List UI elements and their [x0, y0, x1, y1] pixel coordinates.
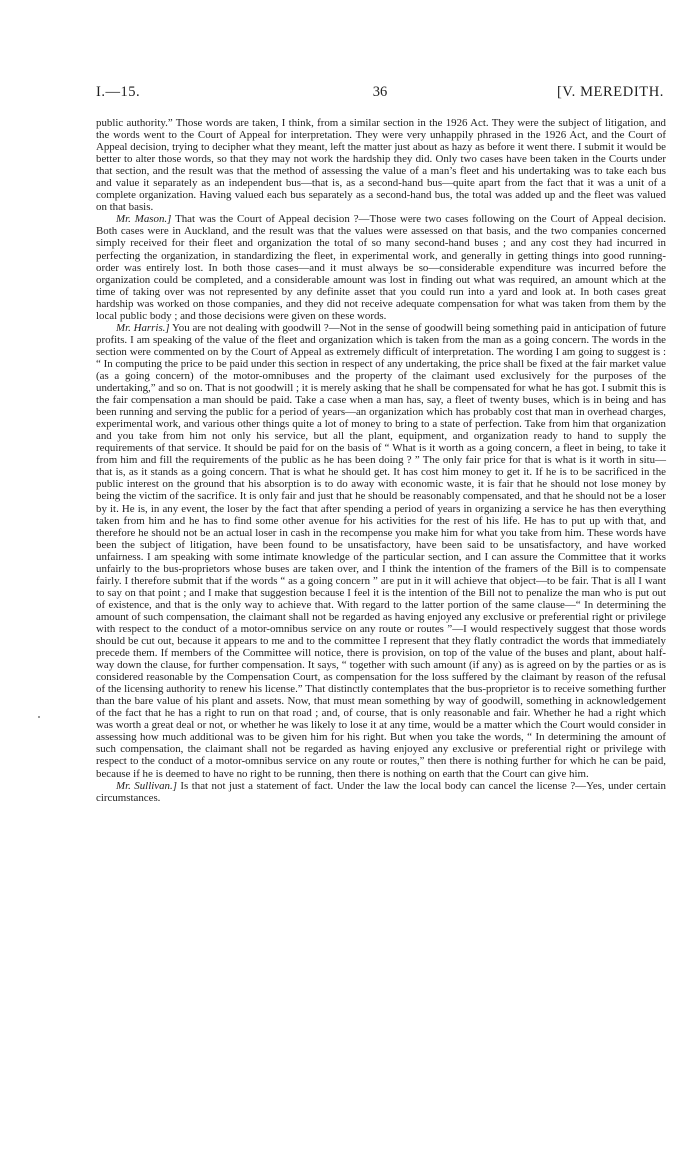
- page-header: [96, 84, 664, 104]
- paragraph-text: public authority.” Those words are taken, I think, from a similar section in the 1926 Act. They were the subject of litigation, and the words went to the Court of Appeal for interpretation. They were very unhappily phrased in the 1926 Act, and the Court of Appeal decision, trying to decipher what they meant, left the matter just about as hazy as before it went there. I submit it would be better to alter those words, so that they may not work the hardship they did. Only two cases have been taken in the Courts under that section, and the result was that the method of assessing the value of a man’s fleet and his undertaking was to take each bus and value it separately as an independent bus—that is, as a second-hand bus—quite apart from the fact that it was a unit of a complete organization. Having valued each bus separately as a second-hand bus, the total was added up and the fleet was valued on that basis.: [96, 117, 666, 214]
- paper-reference: I.—15.: [96, 84, 141, 100]
- paragraph: [96, 213, 666, 321]
- paragraph-text: That was the Court of Appeal decision ?—Those were two cases following on the Court of Appeal decision. Both cases were in Auckland, and the result was that the values were assessed on that basis, and the two companies concerned simply received for their fleet and organization the total of so many second-hand buses ; and any cost they had incurred in perfecting the organization, in standardizing the fleet, in experimental work, and generally in getting things into good running-order was entirely lost. In both those cases—and it must always be so—considerable expenditure was incurred before the organization could be completed, and a considerable amount was lost in finding out what was required, an amount which at the time of taking over was not represented by any definite asset that you could run into a yard and look at. In both cases great hardship was worked on those companies, and they did not receive adequate compensation for what was taken from them by the local public body ; and those decisions were given on these words.: [96, 213, 666, 322]
- witness-name: [V. MEREDITH.: [556, 84, 664, 100]
- speaker-label: Mr. Mason.]: [116, 213, 172, 226]
- paragraph-text: Is that not just a statement of fact. Under the law the local body can cancel the license ?—Yes, under certain circumstances.: [96, 779, 667, 804]
- paragraph: [96, 322, 666, 780]
- evidence-text: [96, 117, 666, 804]
- speaker-label: Mr. Sullivan.]: [116, 779, 177, 792]
- page-number: 36: [372, 84, 388, 100]
- speaker-label: Mr. Harris.]: [116, 321, 170, 334]
- paragraph: [96, 117, 666, 213]
- paragraph-text: You are not dealing with goodwill ?—Not in the sense of goodwill being something paid in anticipation of future profits. I am speaking of the value of the fleet and organization which is taken from the man as a going concern. The words in the section were commented on by the Court of Appeal as extremely difficult of interpretation. The wording I am going to suggest is : “ In computing the price to be paid under this section in respect of any undertaking, the price shall be fixed at the fair market value (as a going concern) of the motor-omnibuses and the property of the claimant used exclusively for the purposes of the undertaking,” and so on. That is not goodwill ; it is merely asking that he shall be compensated for what he has got. I submit this is the fair compensation a man should be paid. Take a case when a man has, say, a fleet of twenty buses, which is in being and has been running and serving the public for a period of years—an organization which has probably cost that man in overhead charges, experimental work, and various other things quite a lot of money to bring to a state of perfection. Take from him that organization and you take from him not only his service, but all the plant, equipment, and organization ready to hand to supply the requirements of that service. It should be paid for on the basis of “ What is it worth as a going concern, a fleet in being, to take it from him and fill the requirements of the public as he has been doing ? ” The only fair price for that is what is it worth in situ—that is, as it stands as a going concern. That is what he should get. It has cost him money to get it. If he is to be sacrificed in the public interest on the ground that his absorption is to do away with economic waste, it is fair that he should not lose money by being the victim of the sacrifice. It is only fair and just that he should be reasonably compensated, and that he should not be a loser by it. He is, in any event, the loser by the fact that after spending a period of years in organizing a service he has then everything taken from him and he has to find some other avenue for his activities for the rest of his life. He has to put up with that, and therefore he should not be an actual loser in cash in the recompense you make him for what you take from him. These words have been the subject of litigation, have been found to be unsatisfactory, have been said to be unsatisfactory, and have worked unfairness. I am speaking with some intimate knowledge of the particular section, and I can assure the Committee that it works unfairly to the bus-proprietors whose buses are taken over, and I think the intention of the framers of the Bill is to compensate fairly. I therefore submit that if the words “ as a going concern ” are put in it will achieve that object—to be fair. That is all I want to say on that point ; and I make that suggestion because I feel it is the intention of the Bill not to penalize the man who is put out of existence, and that is the only way to achieve that. With regard to the latter portion of the same clause—“ In determining the amount of such compensation, the claimant shall not be regarded as having enjoyed any exclusive or preferential right or privilege with respect to the conduct of a motor-omnibus service on any route or routes ”—I would respectively suggest that those words should be cut out, because it appears to me and to the committee I represent that they flatly contradict the words that immediately precede them. If members of the Committee will notice, there is provision, on top of the value of the buses and plant, about half-way down the clause, for further compensation. It says, “ together with such amount (if any) as is agreed on by the parties or as is considered reasonable by the Compensation Court, as compensation for the loss suffered by the claimant by reason of the refusal of the licensing authority to renew his license.” That distinctly contemplates that the bus-proprietor is to receive something further than the bare value of his plant and assets. Now, that must mean something by way of goodwill, something in acknowledgement of the fact that he has a right to run on that road ; and, of course, that is only reasonable and fair. Whether he had a right which was worth a great deal or not, or whether he was likely to lose it at any time, would be a matter which the Court would consider in assessing how much additional was to be given him for his right. But when you take the words, “ In determining the amount of such compensation, the claimant shall not be regarded as having enjoyed any exclusive or preferential right or privilege with respect to the conduct of a motor-omnibus service on any route or routes,” then there is nothing further for which he can be paid, because if he is deemed to have no right to be running, then there is nothing on earth that the Court can give him.: [96, 321, 666, 780]
- margin-mark: [38, 716, 40, 718]
- paragraph: [96, 780, 666, 804]
